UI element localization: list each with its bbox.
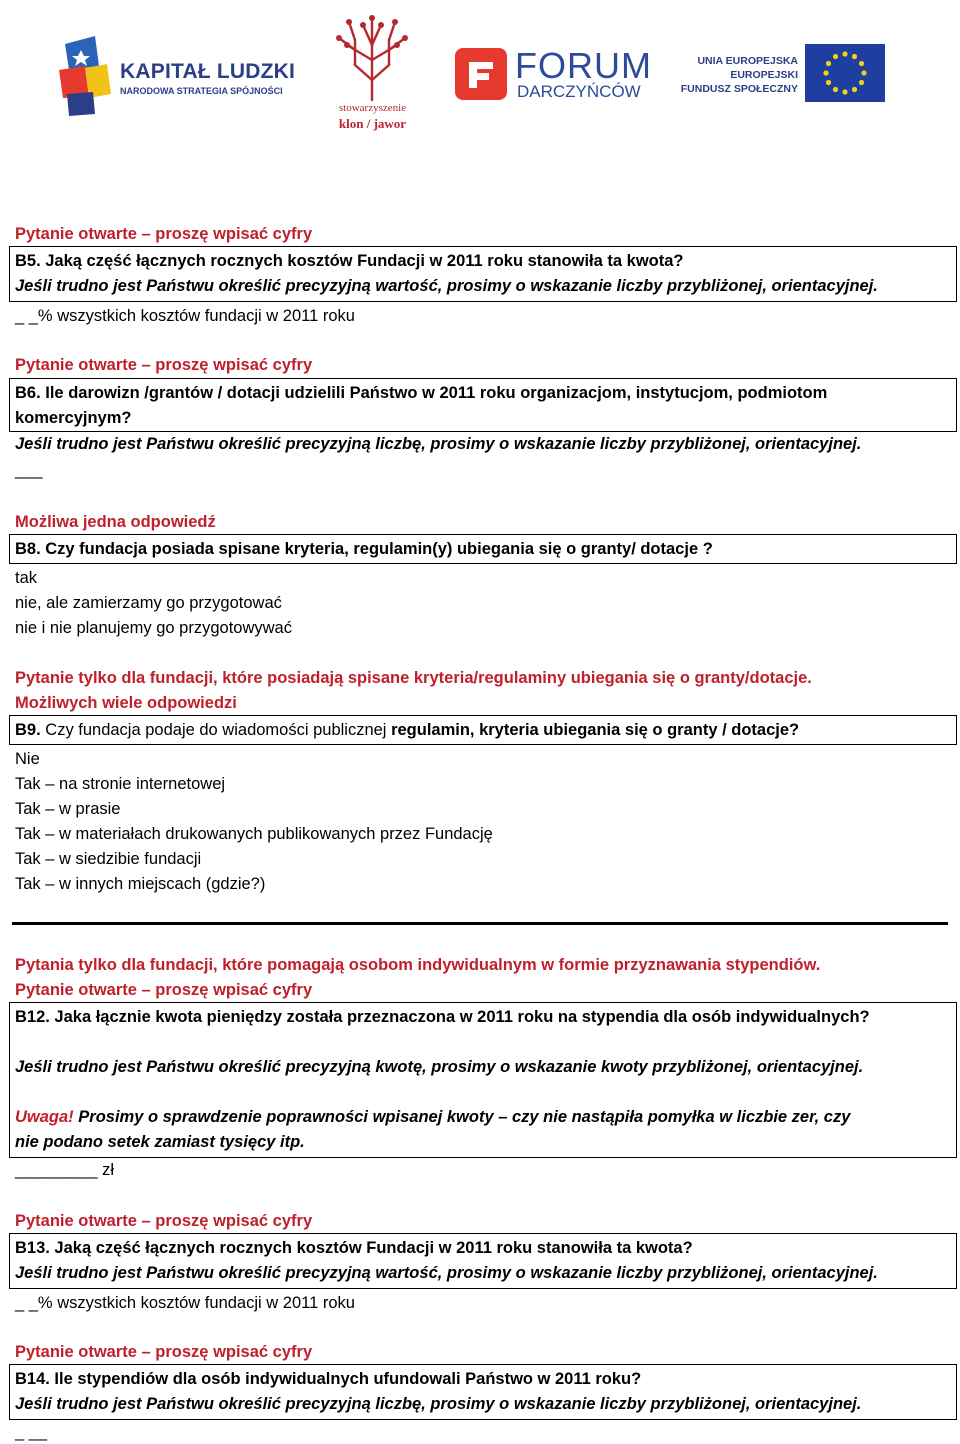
- b12-hint: Jeśli trudno jest Państwu określić precyzyjną kwotę, prosimy o wskazanie kwoty przybliżonej, orientacyjnej.: [15, 1058, 864, 1076]
- b12-warning-line2: nie podano setek zamiast tysięcy itp.: [15, 1133, 305, 1151]
- b9-question-box: [9, 715, 957, 745]
- kapital-ludzki-subtitle: NARODOWA STRATEGIA SPÓJNOŚCI: [120, 86, 283, 96]
- tree-icon: [325, 10, 420, 102]
- b13-question-box: [9, 1233, 957, 1289]
- kapital-ludzki-logo: [55, 36, 300, 116]
- b5-question-box: [9, 246, 957, 302]
- b14-question: B14. Ile stypendiów dla osób indywidualnych ufundowali Państwo w 2011 roku?: [15, 1370, 642, 1388]
- eu-text: [680, 54, 798, 96]
- b8-question-box: [9, 534, 957, 564]
- b14-answer-line[interactable]: _ __: [15, 1423, 48, 1441]
- b8-question: B8. Czy fundacja posiada spisane kryteria, regulamin(y) ubiegania się o granty/ dotacje ?: [15, 540, 713, 558]
- b9-option[interactable]: Tak – na stronie internetowej: [15, 775, 226, 793]
- eu-line2: EUROPEJSKI: [730, 69, 798, 81]
- section-divider: [12, 922, 948, 925]
- b6-hint: Jeśli trudno jest Państwu określić precyzyjną liczbę, prosimy o wskazanie liczby przybliżonej, orientacyjnej.: [15, 435, 862, 453]
- b12-warning-label: Uwaga!: [15, 1108, 74, 1126]
- b9-number: B9.: [15, 721, 41, 739]
- eu-line1: UNIA EUROPEJSKA: [697, 55, 798, 67]
- b12-section-header: Pytania tylko dla fundacji, które pomagają osobom indywidualnym w formie przyznawania stypendiów.: [15, 956, 821, 974]
- b8-option[interactable]: nie i nie planujemy go przygotowywać: [15, 619, 292, 637]
- b12-answer-line[interactable]: _________ zł: [15, 1161, 115, 1179]
- b6-question-line1: B6. Ile darowizn /grantów / dotacji udzielili Państwo w 2011 roku organizacjom, instytucjom, podmiotom: [15, 384, 828, 402]
- b9-option[interactable]: Tak – w prasie: [15, 800, 121, 818]
- b5-header: Pytanie otwarte – proszę wpisać cyfry: [15, 225, 313, 243]
- b12-question: B12. Jaka łącznie kwota pieniędzy została przeznaczona w 2011 roku na stypendia dla osób indywidualnych?: [15, 1008, 870, 1026]
- forum-darczyncow-logo: [455, 45, 652, 103]
- b9-question-text: Czy fundacja podaje do wiadomości publicznej: [40, 721, 392, 739]
- b12-warning: [15, 1105, 850, 1129]
- b5-hint: Jeśli trudno jest Państwu określić precyzyjną wartość, prosimy o wskazanie liczby przybliżonej, orientacyjnej.: [15, 277, 878, 295]
- forum-line1: FORUM: [515, 45, 652, 86]
- forum-f-icon: [455, 48, 507, 100]
- kapital-ludzki-title: KAPITAŁ LUDZKI: [120, 60, 296, 83]
- b9-option[interactable]: Tak – w materiałach drukowanych publikowanych przez Fundację: [15, 825, 493, 843]
- eu-logo: [680, 44, 890, 104]
- b6-header: Pytanie otwarte – proszę wpisać cyfry: [15, 356, 313, 374]
- b9-subheader: Możliwych wiele odpowiedzi: [15, 694, 237, 712]
- b13-header: Pytanie otwarte – proszę wpisać cyfry: [15, 1212, 313, 1230]
- b13-hint: Jeśli trudno jest Państwu określić precyzyjną wartość, prosimy o wskazanie liczby przybliżonej, orientacyjnej.: [15, 1264, 878, 1282]
- b12-warning-text: Prosimy o sprawdzenie poprawności wpisanej kwoty – czy nie nastąpiła pomyłka w liczbie zer, czy: [73, 1108, 851, 1126]
- b9-option[interactable]: Tak – w siedzibie fundacji: [15, 850, 202, 868]
- b14-header: Pytanie otwarte – proszę wpisać cyfry: [15, 1343, 313, 1361]
- b12-question-box: [9, 1002, 957, 1158]
- b9-question: [15, 718, 799, 742]
- b8-option[interactable]: tak: [15, 569, 38, 587]
- b12-header: Pytanie otwarte – proszę wpisać cyfry: [15, 981, 313, 999]
- b5-question: B5. Jaką część łącznych rocznych kosztów Fundacji w 2011 roku stanowiła ta kwota?: [15, 252, 684, 270]
- b8-option[interactable]: nie, ale zamierzamy go przygotować: [15, 594, 282, 612]
- b5-answer-line[interactable]: _ _% wszystkich kosztów fundacji w 2011 roku: [15, 307, 355, 325]
- klon-jawor-line1: stowarzyszenie: [338, 102, 407, 114]
- klon-jawor-logo: [325, 10, 420, 140]
- b14-question-box: [9, 1364, 957, 1420]
- klon-jawor-line2: klon / jawor: [338, 116, 407, 131]
- b13-answer-line[interactable]: _ _% wszystkich kosztów fundacji w 2011 roku: [15, 1294, 355, 1312]
- b9-header: Pytanie tylko dla fundacji, które posiadają spisane kryteria/regulaminy ubiegania się o granty/dotacje.: [15, 669, 812, 687]
- b9-question-bold: regulamin, kryteria ubiegania się o granty / dotacje?: [391, 721, 800, 739]
- b13-question: B13. Jaką część łącznych rocznych kosztów Fundacji w 2011 roku stanowiła ta kwota?: [15, 1239, 693, 1257]
- forum-line2: DARCZYŃCÓW: [517, 82, 641, 101]
- kapital-ludzki-emblem-icon: [55, 36, 115, 116]
- b6-answer-line[interactable]: ___: [15, 461, 43, 479]
- b6-question-line2: komercyjnym?: [15, 409, 132, 427]
- logo-bar: [0, 0, 960, 150]
- b14-hint: Jeśli trudno jest Państwu określić precyzyjną liczbę, prosimy o wskazanie liczby przybliżonej, orientacyjnej.: [15, 1395, 862, 1413]
- b8-header: Możliwa jedna odpowiedź: [15, 513, 216, 531]
- eu-line3: FUNDUSZ SPOŁECZNY: [680, 83, 798, 95]
- b9-option[interactable]: Tak – w innych miejscach (gdzie?): [15, 875, 266, 893]
- b9-option[interactable]: Nie: [15, 750, 40, 768]
- eu-flag-icon: [805, 44, 885, 102]
- b6-question-box: [9, 378, 957, 432]
